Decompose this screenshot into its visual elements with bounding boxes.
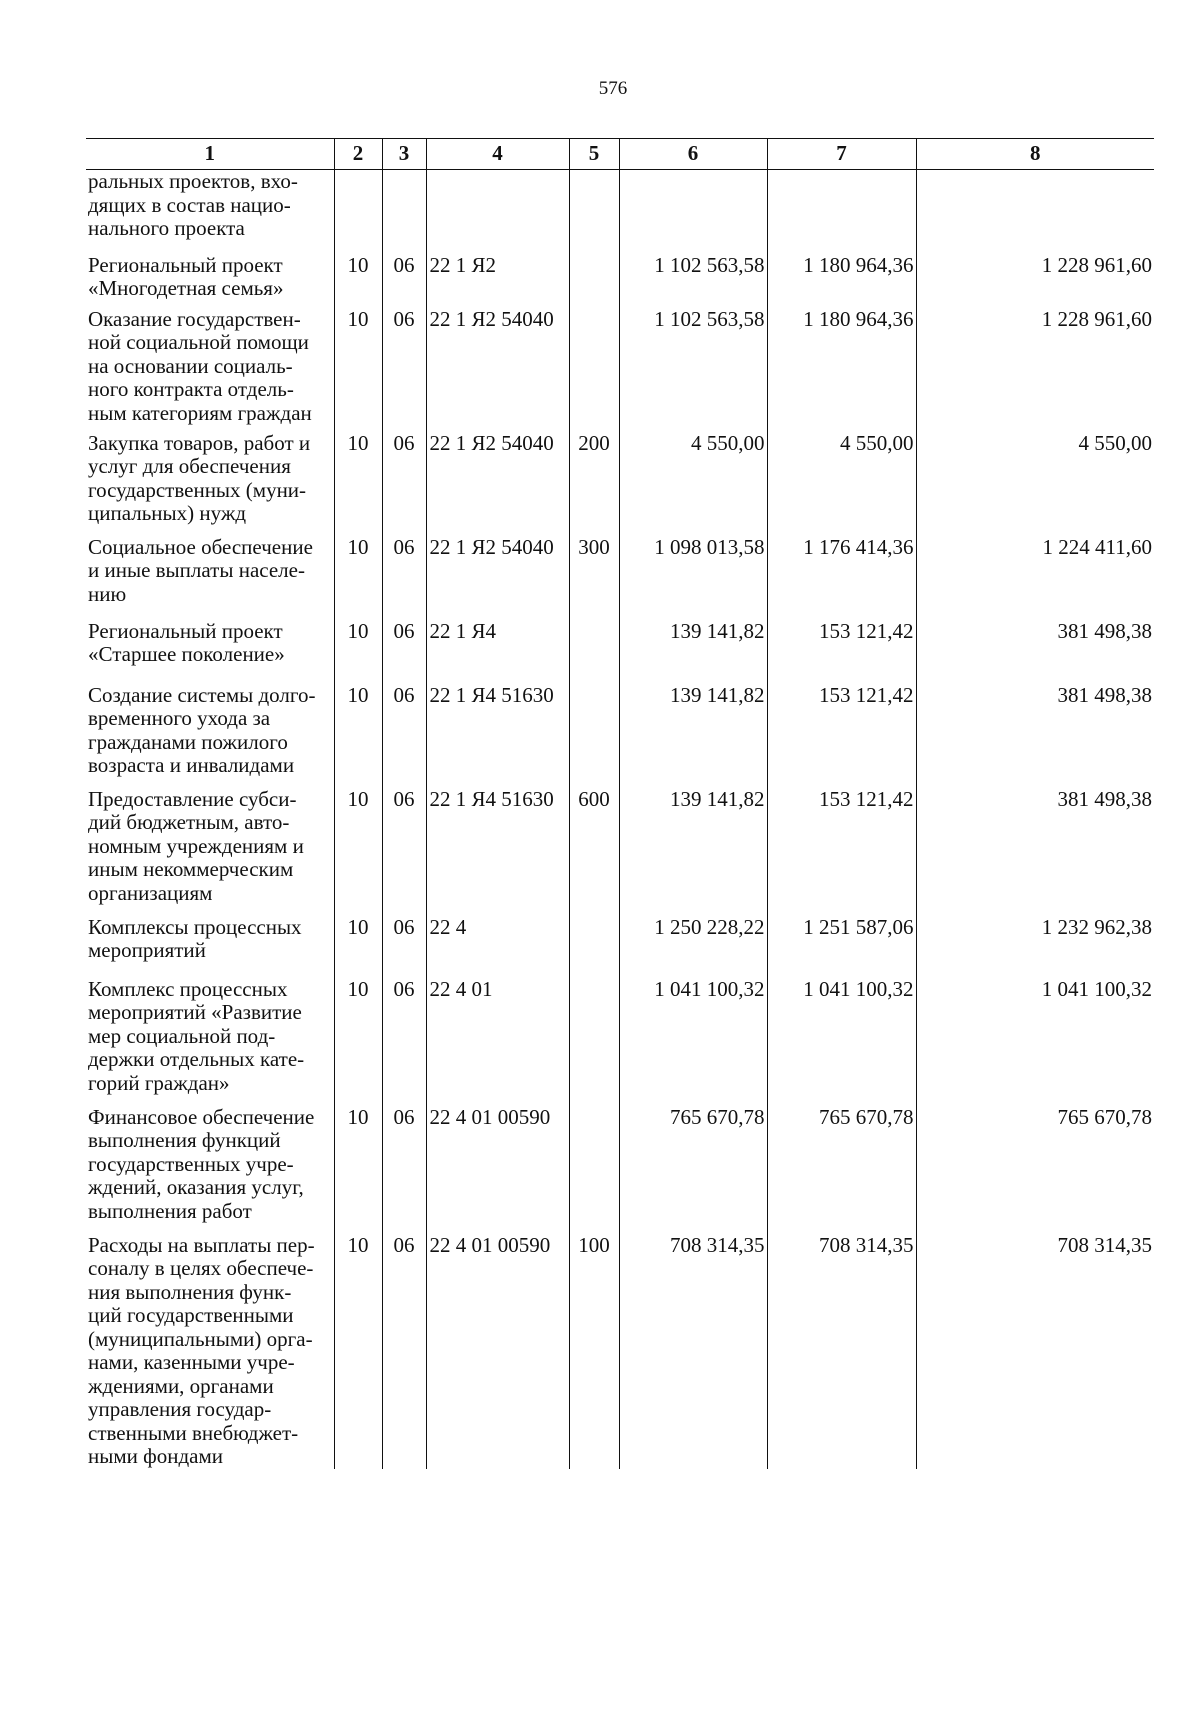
row-subsection: 06	[382, 254, 426, 308]
row-section: 10	[334, 536, 382, 620]
row-amount-year-1: 139 141,82	[619, 788, 767, 916]
page-number: 576	[598, 78, 628, 99]
row-target-article: 22 4 01 00590	[426, 1234, 569, 1469]
row-amount-year-2: 708 314,35	[767, 1234, 916, 1469]
header-row	[86, 139, 1154, 170]
row-amount-year-1: 1 102 563,58	[619, 254, 767, 308]
row-amount-year-3: 708 314,35	[916, 1234, 1154, 1469]
row-section: 10	[334, 1234, 382, 1469]
row-description: Региональный проект «Старшее поколение»	[88, 618, 285, 666]
table-body	[86, 170, 1154, 1469]
table-row	[86, 916, 1154, 978]
row-section: 10	[334, 620, 382, 684]
row-amount-year-2: 765 670,78	[767, 1106, 916, 1234]
row-amount-year-1: 765 670,78	[619, 1106, 767, 1234]
header-col-4: 4	[426, 139, 569, 170]
row-amount-year-2: 1 176 414,36	[767, 536, 916, 620]
row-expense-type: 100	[569, 1234, 619, 1469]
table-row	[86, 308, 1154, 432]
row-amount-year-1: 708 314,35	[619, 1234, 767, 1469]
row-expense-type	[569, 254, 619, 308]
row-expense-type: 300	[569, 536, 619, 620]
row-amount-year-3	[916, 170, 1154, 254]
table-row	[86, 1106, 1154, 1234]
row-subsection: 06	[382, 1106, 426, 1234]
table-row	[86, 978, 1154, 1106]
budget-table-container	[86, 138, 1154, 1602]
row-amount-year-1: 139 141,82	[619, 684, 767, 788]
row-expense-type	[569, 1106, 619, 1234]
row-section: 10	[334, 1106, 382, 1234]
header-col-1: 1	[86, 139, 334, 170]
row-subsection: 06	[382, 978, 426, 1106]
row-amount-year-1: 139 141,82	[619, 620, 767, 684]
row-amount-year-3: 381 498,38	[916, 620, 1154, 684]
row-amount-year-2: 153 121,42	[767, 684, 916, 788]
row-description: Расходы на выплаты пер- соналу в целях обеспече- ния выполнения функ- ций государственными (муниципальными) орга- нами, казенными учре- ждениями, органами управления государ- ственными внебюджет- ными фондами	[88, 1232, 315, 1468]
row-amount-year-2: 1 180 964,36	[767, 308, 916, 432]
header-col-2: 2	[334, 139, 382, 170]
row-expense-type	[569, 684, 619, 788]
row-description: ральных проектов, вхо- дящих в состав нацио- нального проекта	[88, 169, 298, 240]
row-amount-year-3: 1 224 411,60	[916, 536, 1154, 620]
row-target-article: 22 1 Я4 51630	[426, 684, 569, 788]
row-subsection: 06	[382, 536, 426, 620]
table-row	[86, 432, 1154, 536]
table-row	[86, 1234, 1154, 1469]
row-target-article: 22 1 Я2 54040	[426, 308, 569, 432]
row-subsection: 06	[382, 684, 426, 788]
header-col-5: 5	[569, 139, 619, 170]
row-amount-year-1: 1 098 013,58	[619, 536, 767, 620]
row-expense-type	[569, 308, 619, 432]
row-target-article: 22 1 Я2 54040	[426, 432, 569, 536]
row-amount-year-3: 765 670,78	[916, 1106, 1154, 1234]
row-amount-year-2: 1 041 100,32	[767, 978, 916, 1106]
row-subsection: 06	[382, 620, 426, 684]
row-target-article	[426, 170, 569, 254]
row-expense-type: 200	[569, 432, 619, 536]
row-amount-year-2: 153 121,42	[767, 788, 916, 916]
row-target-article: 22 1 Я2	[426, 254, 569, 308]
row-section: 10	[334, 254, 382, 308]
row-amount-year-2: 1 180 964,36	[767, 254, 916, 308]
table-row	[86, 536, 1154, 620]
row-section: 10	[334, 432, 382, 536]
row-amount-year-2: 1 251 587,06	[767, 916, 916, 978]
row-expense-type	[569, 620, 619, 684]
row-description: Предоставление субси- дий бюджетным, авто- номным учреждениям и иным некоммерческим организациям	[88, 786, 304, 905]
header-col-7: 7	[767, 139, 916, 170]
row-description: Региональный проект «Многодетная семья»	[88, 252, 284, 300]
table-row	[86, 684, 1154, 788]
row-expense-type	[569, 170, 619, 254]
row-subsection: 06	[382, 788, 426, 916]
budget-table	[86, 138, 1154, 1469]
row-expense-type: 600	[569, 788, 619, 916]
row-description: Комплекс процессных мероприятий «Развитие мер социальной под- держки отдельных кате- горий граждан»	[88, 976, 305, 1095]
row-subsection: 06	[382, 916, 426, 978]
table-row	[86, 254, 1154, 308]
row-amount-year-1: 1 102 563,58	[619, 308, 767, 432]
row-amount-year-2	[767, 170, 916, 254]
row-target-article: 22 1 Я4	[426, 620, 569, 684]
table-row	[86, 170, 1154, 254]
row-amount-year-1: 1 041 100,32	[619, 978, 767, 1106]
header-col-6: 6	[619, 139, 767, 170]
row-amount-year-2: 4 550,00	[767, 432, 916, 536]
row-target-article: 22 1 Я4 51630	[426, 788, 569, 916]
row-description: Оказание государствен- ной социальной помощи на основании социаль- ного контракта отдель- ным категориям граждан	[88, 306, 312, 425]
row-amount-year-3: 381 498,38	[916, 684, 1154, 788]
row-description: Комплексы процессных мероприятий	[88, 914, 302, 962]
row-section	[334, 170, 382, 254]
row-target-article: 22 4	[426, 916, 569, 978]
row-amount-year-2: 153 121,42	[767, 620, 916, 684]
row-section: 10	[334, 684, 382, 788]
row-description: Создание системы долго- временного ухода за гражданами пожилого возраста и инвалидами	[88, 682, 316, 777]
row-description: Социальное обеспечение и иные выплаты населе- нию	[88, 534, 313, 606]
row-subsection: 06	[382, 1234, 426, 1469]
row-section: 10	[334, 788, 382, 916]
row-amount-year-3: 4 550,00	[916, 432, 1154, 536]
row-amount-year-1	[619, 170, 767, 254]
row-amount-year-1: 1 250 228,22	[619, 916, 767, 978]
row-expense-type	[569, 916, 619, 978]
row-section: 10	[334, 978, 382, 1106]
row-subsection: 06	[382, 308, 426, 432]
row-description: Закупка товаров, работ и услуг для обеспечения государственных (муни- ципальных) нужд	[88, 430, 311, 525]
row-amount-year-3: 1 232 962,38	[916, 916, 1154, 978]
row-target-article: 22 4 01 00590	[426, 1106, 569, 1234]
row-amount-year-3: 1 228 961,60	[916, 254, 1154, 308]
row-description: Финансовое обеспечение выполнения функций государственных учре- ждений, оказания услуг, выполнения работ	[88, 1104, 315, 1223]
row-section: 10	[334, 308, 382, 432]
row-amount-year-3: 1 228 961,60	[916, 308, 1154, 432]
row-target-article: 22 4 01	[426, 978, 569, 1106]
row-section: 10	[334, 916, 382, 978]
row-amount-year-1: 4 550,00	[619, 432, 767, 536]
table-row	[86, 620, 1154, 684]
header-col-8: 8	[916, 139, 1154, 170]
table-row	[86, 788, 1154, 916]
row-expense-type	[569, 978, 619, 1106]
row-amount-year-3: 1 041 100,32	[916, 978, 1154, 1106]
row-subsection	[382, 170, 426, 254]
row-target-article: 22 1 Я2 54040	[426, 536, 569, 620]
header-col-3: 3	[382, 139, 426, 170]
row-subsection: 06	[382, 432, 426, 536]
row-amount-year-3: 381 498,38	[916, 788, 1154, 916]
